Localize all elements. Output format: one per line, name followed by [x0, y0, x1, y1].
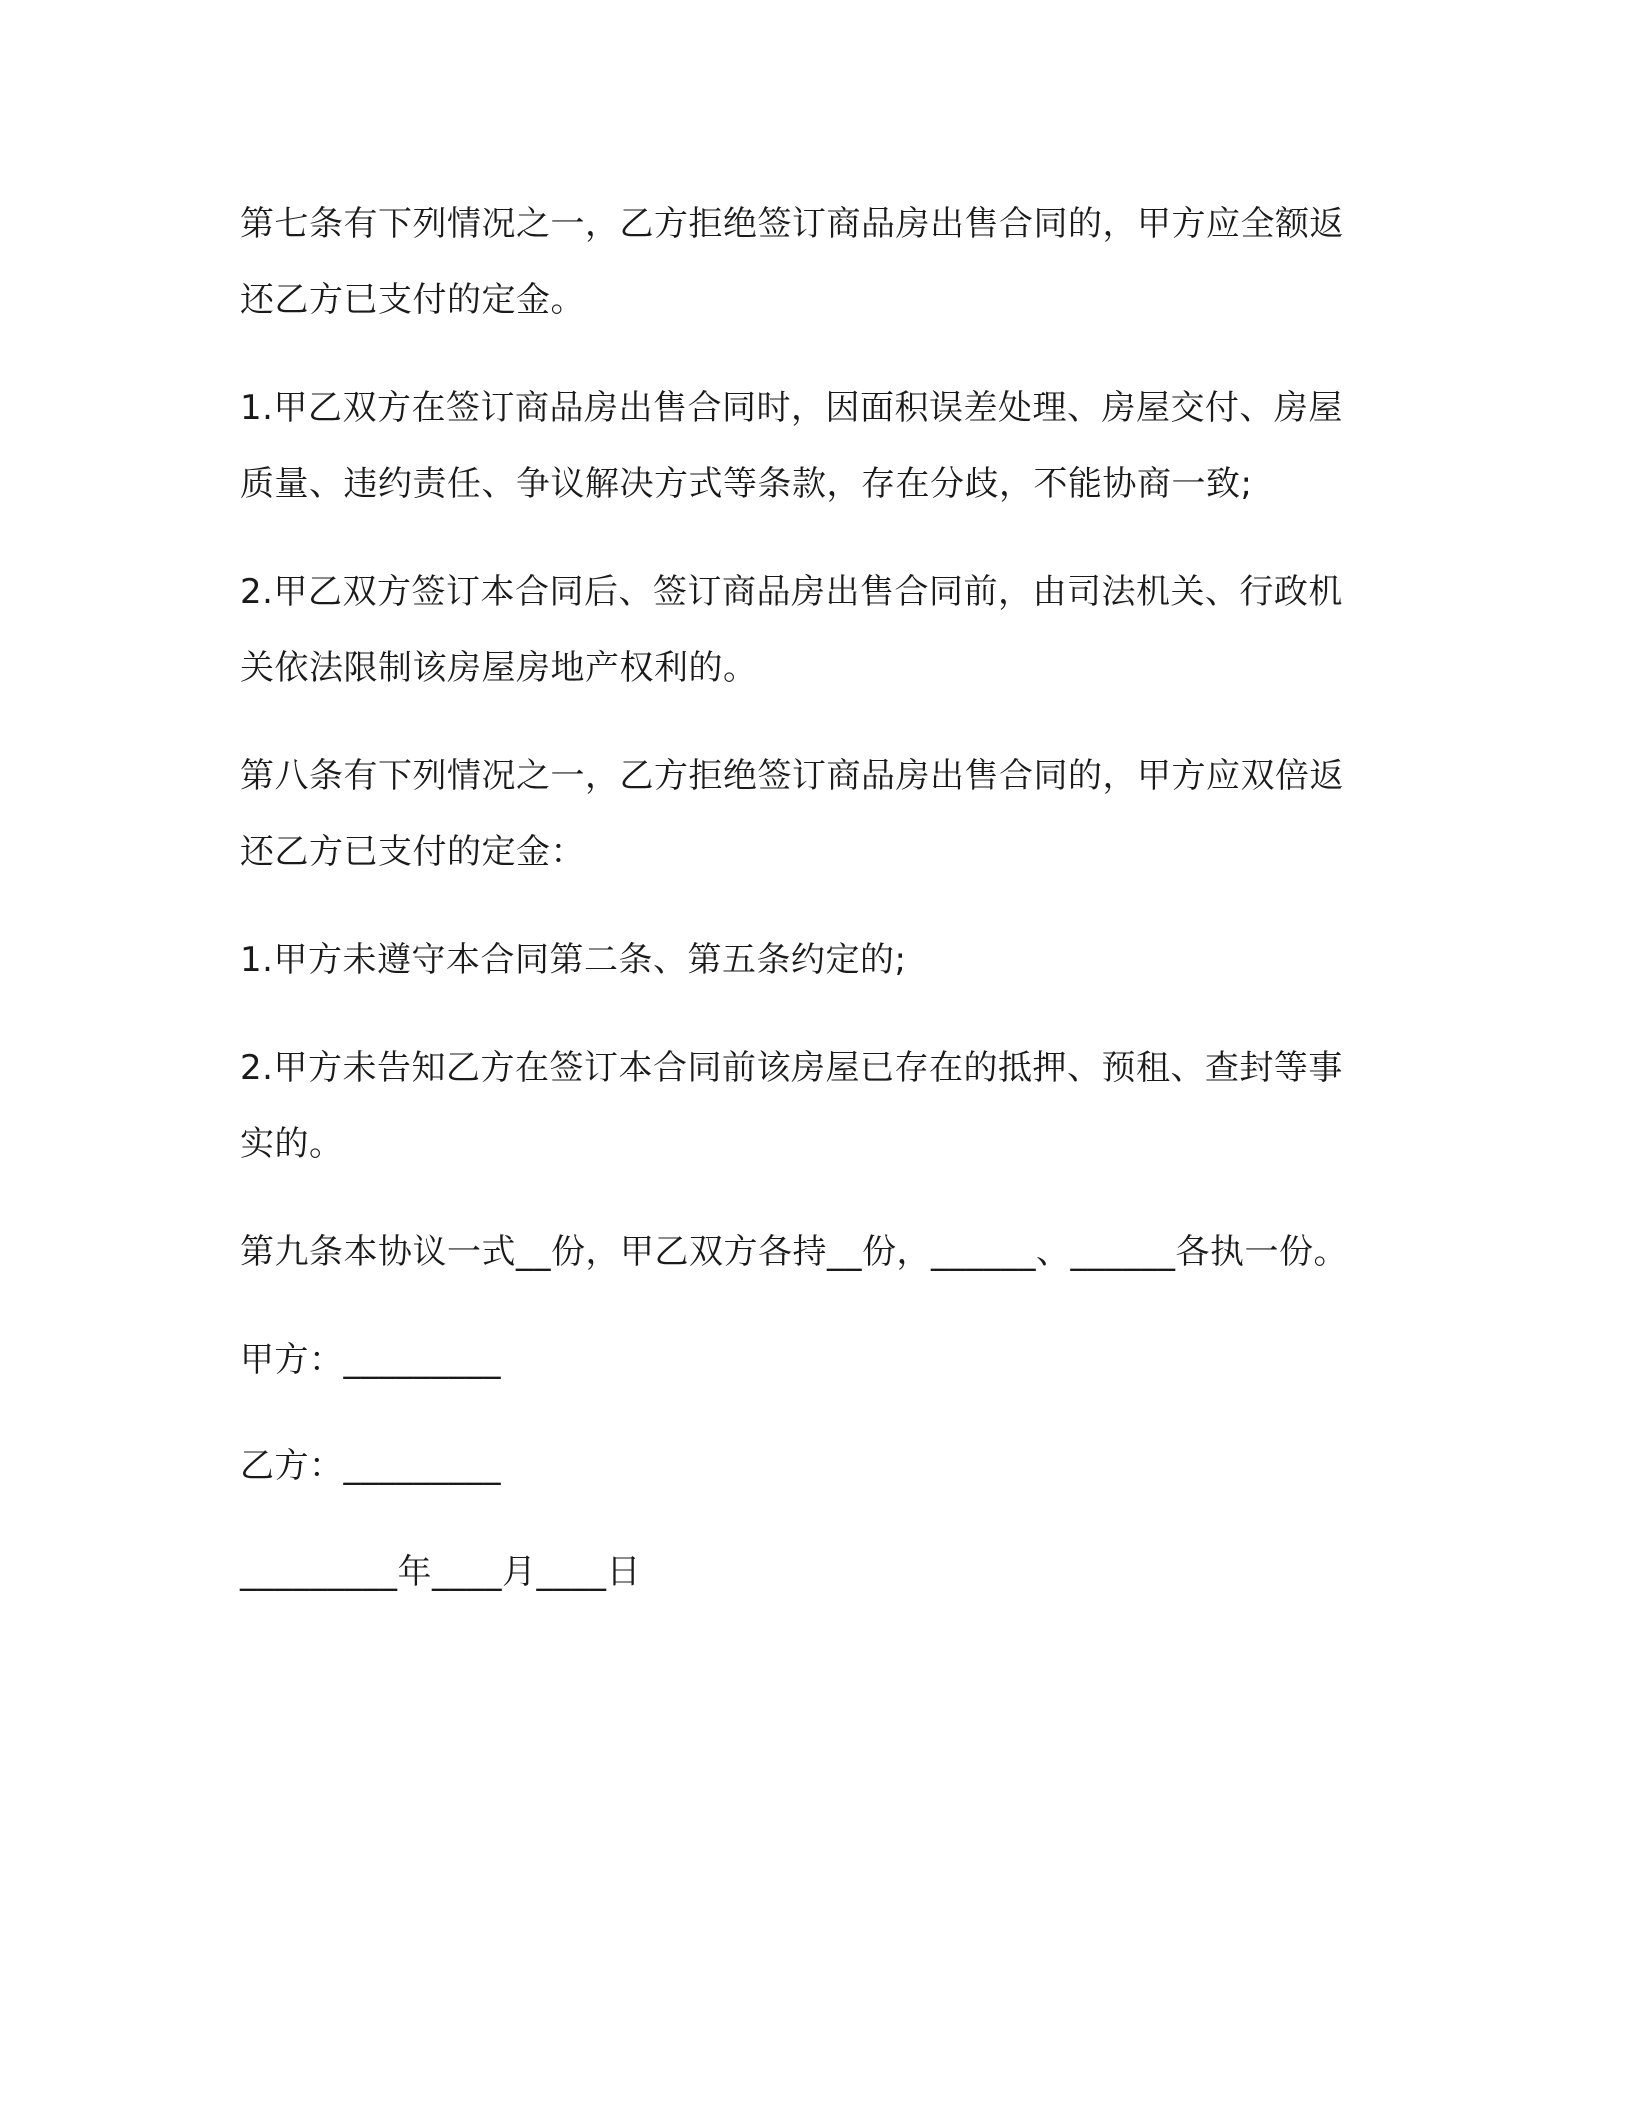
article-7-text: 第七条有下列情况之一，乙方拒绝签订商品房出售合同的，甲方应全额返还乙方已支付的定金。	[240, 204, 1344, 320]
party-b-signature-line: 乙方：_________	[240, 1446, 501, 1486]
article-9-text: 第九条本协议一式__份，甲乙双方各持__份，______、______各执一份。	[240, 1232, 1348, 1272]
article-8-item-2: 2.甲方未告知乙方在签订本合同前该房屋已存在的抵押、预租、查封等事实的。	[240, 1048, 1343, 1164]
article-7-item-1: 1.甲乙双方在签订商品房出售合同时，因面积误差处理、房屋交付、房屋质量、违约责任、争议解决方式等条款，存在分歧，不能协商一致;	[240, 388, 1343, 504]
article-7-item-2: 2.甲乙双方签订本合同后、签订商品房出售合同前，由司法机关、行政机关依法限制该房屋房地产权利的。	[240, 572, 1343, 688]
party-a-signature-line: 甲方：_________	[240, 1340, 501, 1380]
article-8-item-1: 1.甲方未遵守本合同第二条、第五条约定的;	[240, 940, 907, 980]
date-line: _________年____月____日	[240, 1552, 641, 1592]
document-body	[240, 186, 1365, 1640]
article-8-text: 第八条有下列情况之一，乙方拒绝签订商品房出售合同的，甲方应双倍返还乙方已支付的定金：	[240, 756, 1344, 872]
